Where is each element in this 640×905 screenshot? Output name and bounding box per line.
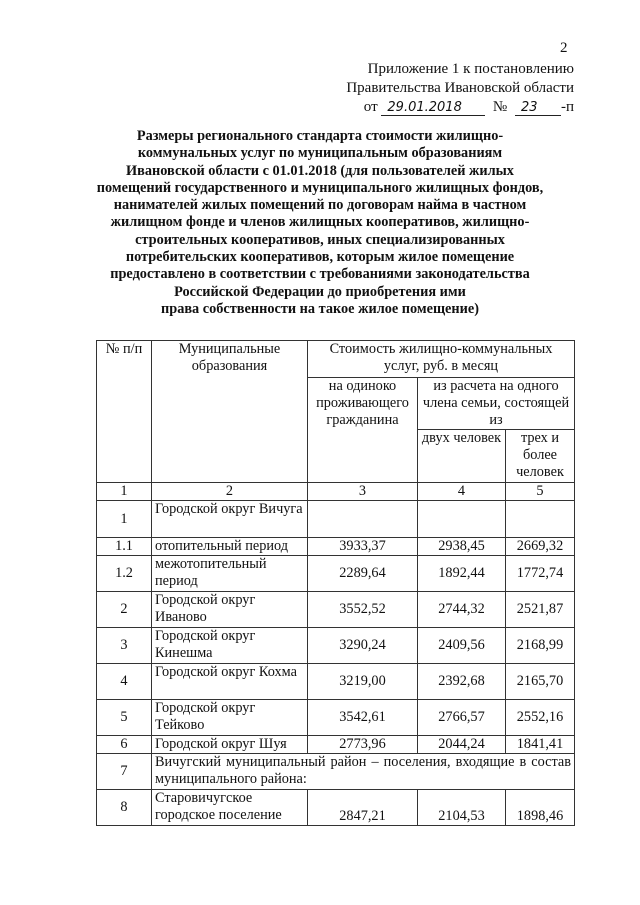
row-name: Городской округ Кинешма	[152, 628, 308, 664]
cost-standard-table	[96, 340, 575, 826]
header-single: на одиноко проживающего гражданина	[308, 378, 418, 483]
row-single: 2773,96	[308, 736, 418, 754]
row-name: Городской округ Иваново	[152, 592, 308, 628]
row-name: отопительный период	[152, 538, 308, 556]
table-row	[97, 700, 575, 736]
table-row	[97, 790, 575, 826]
row-name: Городской округ Шуя	[152, 736, 308, 754]
number-suffix: -п	[560, 99, 574, 115]
table-row	[97, 736, 575, 754]
header-row	[97, 341, 575, 378]
row-name: Городской округ Кохма	[152, 664, 308, 700]
row-two: 2766,57	[418, 700, 506, 736]
page-number: 2	[560, 40, 568, 56]
title-line: Размеры регионального стандарта стоимости жилищно-	[136, 128, 504, 144]
row-two: 2409,56	[418, 628, 506, 664]
row-two: 2104,53	[418, 790, 506, 826]
row-num: 1.2	[97, 556, 152, 592]
row-two: 2392,68	[418, 664, 506, 700]
column-number: 4	[418, 483, 506, 501]
title-line: Ивановской области с 01.01.2018 (для пользователей жилых	[126, 162, 514, 179]
appendix-line-1: Приложение 1 к постановлению	[367, 61, 574, 77]
row-single: 2289,64	[308, 556, 418, 592]
row-num: 4	[97, 664, 152, 700]
row-num: 7	[97, 754, 152, 790]
column-number: 5	[506, 483, 575, 501]
table-row	[97, 664, 575, 700]
title-line: Российской Федерации до приобретения ими	[174, 283, 466, 300]
header-cost-group: Стоимость жилищно-коммунальных услуг, руб. в месяц	[308, 341, 575, 378]
row-num: 2	[97, 592, 152, 628]
row-single: 3933,37	[308, 538, 418, 556]
title-line: права собственности на такое жилое помещение)	[161, 300, 479, 317]
row-three: 2669,32	[506, 538, 575, 556]
row-num: 1	[97, 501, 152, 538]
column-number: 1	[97, 483, 152, 501]
row-single: 2847,21	[308, 790, 418, 826]
header-family-group: из расчета на одного члена семьи, состоящей из	[418, 378, 575, 430]
header-municipality: Муниципальные образования	[152, 341, 308, 483]
title-line: коммунальных услуг по муниципальным образованиям	[137, 145, 503, 162]
row-three: 1841,41	[506, 736, 575, 754]
row-two: 2744,32	[418, 592, 506, 628]
column-number-row	[97, 483, 575, 501]
row-name: межотопительный период	[152, 556, 308, 592]
row-two: 1892,44	[418, 556, 506, 592]
table-row	[97, 628, 575, 664]
row-num: 1.1	[97, 538, 152, 556]
header-two: двух человек	[418, 430, 506, 483]
document-title	[70, 128, 570, 318]
row-name: Городской округ Вичуга	[152, 501, 308, 538]
row-num: 6	[97, 736, 152, 754]
header-num: № п/п	[97, 341, 152, 483]
table-row	[97, 538, 575, 556]
row-two: 2044,24	[418, 736, 506, 754]
row-two	[418, 501, 506, 538]
row-name: Городской округ Тейково	[152, 700, 308, 736]
row-two: 2938,45	[418, 538, 506, 556]
handwritten-number: 23	[515, 100, 561, 116]
row-three: 2168,99	[506, 628, 575, 664]
row-single: 3542,61	[308, 700, 418, 736]
title-line: нанимателей жилых помещений по договорам найма в частном	[113, 197, 527, 214]
row-num: 8	[97, 790, 152, 826]
row-name: Старовичугское городское поселение	[152, 790, 308, 826]
header-three-plus: трех и более человек	[506, 430, 575, 483]
table-row	[97, 501, 575, 538]
row-num: 3	[97, 628, 152, 664]
number-sign: №	[492, 99, 508, 115]
row-num: 5	[97, 700, 152, 736]
table-row-section	[97, 754, 575, 790]
appendix-line-2: Правительства Ивановской области	[346, 80, 574, 96]
table-row	[97, 556, 575, 592]
handwritten-date: 29.01.2018	[381, 100, 485, 116]
row-single	[308, 501, 418, 538]
row-single: 3290,24	[308, 628, 418, 664]
title-line: помещений государственного и муниципального жилищных фондов,	[96, 179, 544, 196]
row-three: 1898,46	[506, 790, 575, 826]
row-three: 1772,74	[506, 556, 575, 592]
row-single: 3219,00	[308, 664, 418, 700]
row-single: 3552,52	[308, 592, 418, 628]
row-three: 2165,70	[506, 664, 575, 700]
date-prefix: от	[363, 99, 378, 115]
appendix-header	[314, 60, 574, 117]
row-three: 2521,87	[506, 592, 575, 628]
appendix-date-line	[314, 98, 574, 117]
title-line: жилищном фонде и членов жилищных кооперативов, жилищно-	[110, 214, 530, 231]
title-line: потребительских кооперативов, которым жилое помещение	[125, 249, 515, 266]
row-three: 2552,16	[506, 700, 575, 736]
title-line: строительных кооперативов, иных специализированных	[135, 231, 505, 248]
table-row	[97, 592, 575, 628]
column-number: 3	[308, 483, 418, 501]
row-three	[506, 501, 575, 538]
title-line: предоставлено в соответствии с требованиями законодательства	[110, 266, 530, 283]
row-section-name: Вичугский муниципальный район – поселения, входящие в состав муниципального района:	[152, 754, 575, 790]
column-number: 2	[152, 483, 308, 501]
